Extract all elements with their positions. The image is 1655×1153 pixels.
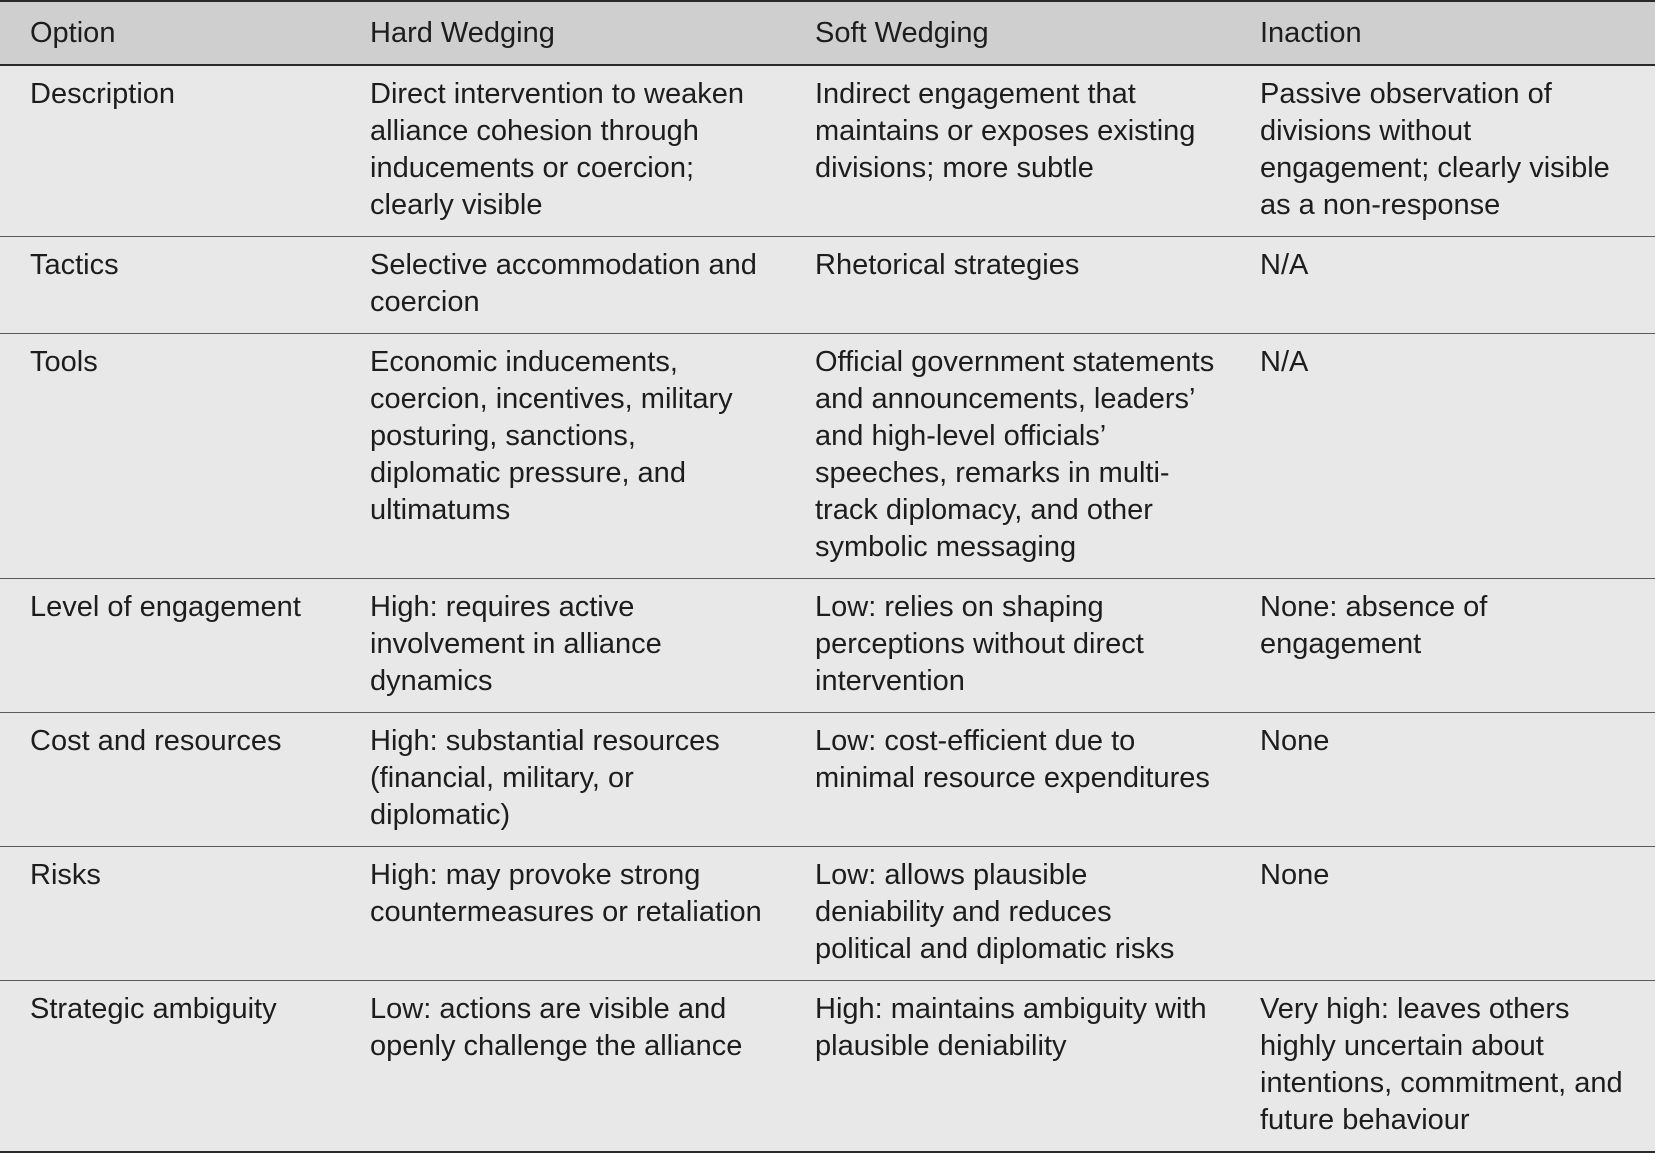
soft-wedging-cell: Indirect engagement that maintains or exposes existing divisions; more subtle	[815, 78, 1196, 184]
row-label: Tactics	[30, 249, 119, 281]
hard-wedging-cell: Direct intervention to weaken alliance cohesion through inducements or coercion; clearly visible	[370, 78, 744, 221]
inaction-cell: N/A	[1260, 346, 1309, 378]
table-row-tactics	[0, 237, 1655, 334]
inaction-cell: None	[1260, 725, 1330, 757]
row-label: Strategic ambiguity	[30, 993, 277, 1025]
inaction-cell: N/A	[1260, 249, 1309, 281]
table-header	[0, 1, 1655, 65]
header-inaction: Inaction	[1260, 16, 1362, 49]
row-label: Level of engagement	[30, 591, 301, 623]
row-label: Risks	[30, 859, 101, 891]
hard-wedging-cell: High: may provoke strong countermeasures or retaliation	[370, 859, 762, 928]
header-soft-wedging: Soft Wedging	[815, 16, 989, 49]
header-option: Option	[30, 16, 116, 49]
header-hard-wedging: Hard Wedging	[370, 16, 555, 49]
soft-wedging-cell: Low: relies on shaping perceptions without direct intervention	[815, 591, 1144, 697]
soft-wedging-cell: Low: allows plausible deniability and reduces political and diplomatic risks	[815, 859, 1175, 965]
inaction-cell: Very high: leaves others highly uncertain about intentions, commitment, and future behaviour	[1260, 993, 1623, 1136]
table-row-tools	[0, 334, 1655, 579]
row-label: Cost and resources	[30, 725, 282, 757]
soft-wedging-cell: High: maintains ambiguity with plausible deniability	[815, 993, 1207, 1062]
soft-wedging-cell: Official government statements and announcements, leaders’ and high-level officials’ speeches, remarks in multi-track diplomacy, and other symbolic messaging	[815, 346, 1215, 563]
row-label: Description	[30, 78, 176, 110]
hard-wedging-cell: Economic inducements, coercion, incentives, military posturing, sanctions, diplomatic pressure, and ultimatums	[370, 346, 733, 526]
table-row-risks	[0, 847, 1655, 981]
inaction-cell: None	[1260, 859, 1330, 891]
row-label: Tools	[30, 346, 98, 378]
soft-wedging-cell: Low: cost-efficient due to minimal resource expenditures	[815, 725, 1210, 794]
hard-wedging-cell: Selective accommodation and coercion	[370, 249, 757, 318]
table-row-level-of-engagement	[0, 579, 1655, 713]
hard-wedging-cell: High: substantial resources (financial, military, or diplomatic)	[370, 725, 720, 831]
table-row-strategic-ambiguity	[0, 981, 1655, 1153]
hard-wedging-cell: High: requires active involvement in alliance dynamics	[370, 591, 662, 697]
table-body	[0, 65, 1655, 1152]
soft-wedging-cell: Rhetorical strategies	[815, 249, 1080, 281]
inaction-cell: Passive observation of divisions without engagement; clearly visible as a non-response	[1260, 78, 1610, 221]
table-row-cost-and-resources	[0, 713, 1655, 847]
hard-wedging-cell: Low: actions are visible and openly challenge the alliance	[370, 993, 743, 1062]
header-row	[0, 1, 1655, 65]
inaction-cell: None: absence of engagement	[1260, 591, 1488, 660]
table-row-description	[0, 65, 1655, 237]
